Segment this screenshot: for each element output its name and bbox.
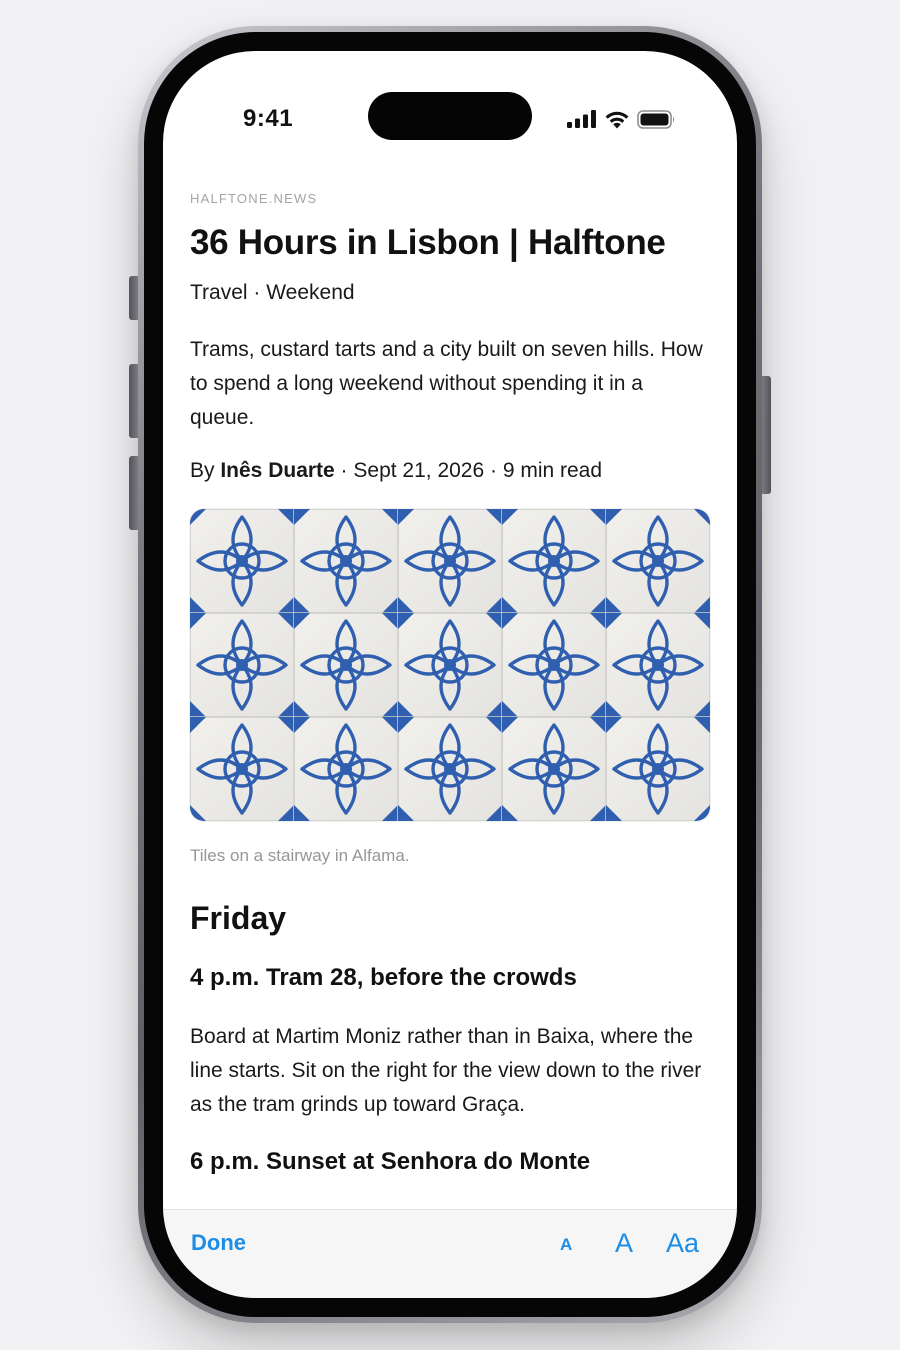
wifi-icon (604, 110, 630, 129)
author-name: Inês Duarte (220, 459, 335, 482)
image-caption: Tiles on a stairway in Alfama. (190, 846, 410, 865)
byline-meta: · Sept 21, 2026 · 9 min read (334, 459, 603, 482)
status-bar (163, 51, 737, 141)
entry-heading: 4 p.m. Tram 28, before the crowds (190, 964, 577, 991)
reader-toolbar (163, 1209, 737, 1298)
entry-heading: 6 p.m. Sunset at Senhora do Monte (190, 1148, 591, 1175)
text-settings-button[interactable]: Aa (666, 1228, 700, 1258)
article-title: 36 Hours in Lisbon | Halftone (190, 223, 666, 262)
status-time: 9:41 (243, 105, 294, 132)
phone-screen (163, 51, 737, 1298)
article-byline (190, 456, 710, 486)
article-image (190, 509, 710, 821)
article-section: Travel · Weekend (190, 281, 355, 304)
battery-icon (637, 110, 677, 129)
azulejo-tiles-image (190, 509, 710, 821)
increase-font-button[interactable]: A (615, 1228, 634, 1258)
article-source: HALFTONE.NEWS (190, 191, 318, 206)
cellular-signal-icon (567, 110, 597, 128)
done-button[interactable]: Done (191, 1230, 246, 1255)
entry-body: Board at Martim Moniz rather than in Baixa, where the line starts. Sit on the right for the view down to the river as the tram grinds up toward Graça. (190, 1025, 702, 1116)
decrease-font-button[interactable]: A (560, 1235, 573, 1254)
day-heading: Friday (190, 900, 287, 936)
phone-frame (138, 26, 762, 1323)
status-icons (567, 108, 677, 130)
byline-prefix: By (190, 459, 221, 482)
dynamic-island (368, 92, 532, 140)
article-body (190, 191, 710, 1178)
article-dek: Trams, custard tarts and a city built on seven hills. How to spend a long weekend without spending it in a queue. (190, 338, 703, 429)
